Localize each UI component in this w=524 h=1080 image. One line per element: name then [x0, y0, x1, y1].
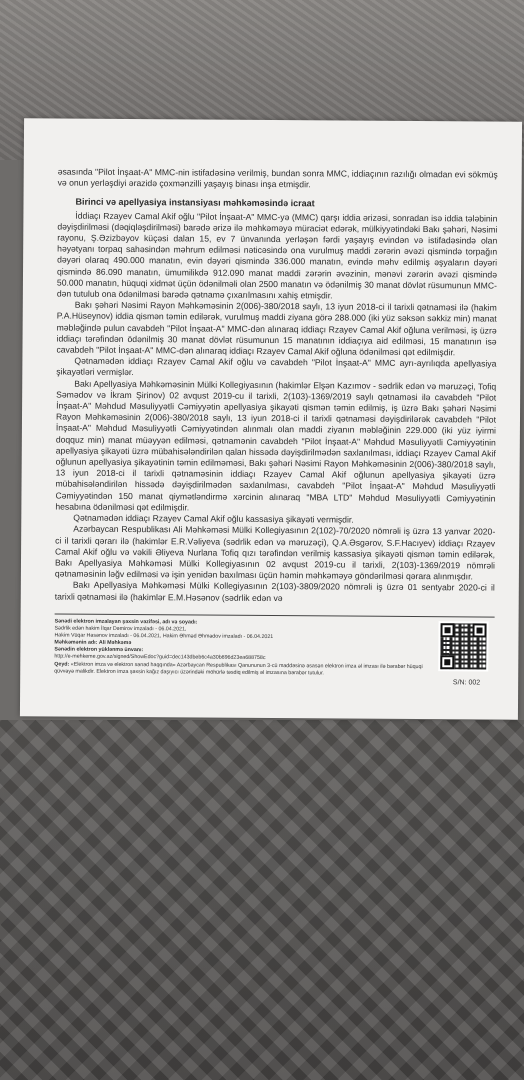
signer-line: Sədrlik edən hakim İlqar Dəmirov imzaladı - 06.04.2021,	[54, 625, 187, 633]
signature-footer	[54, 613, 495, 717]
note	[54, 661, 424, 678]
address-url[interactable]: http://e-mehkeme.gov.az/signed/ShowEdoc?guid=dec143dbeb6c4a30b896d23ea688758c	[54, 653, 266, 662]
paragraph: İddiaçı Rzayev Camal Akif oğlu "Pilot İnşaat-A" MMC-yə (MMC) qarşı iddia ərizəsi, sonradan isə iddia tələbinin dəyişdirilməsi (dəqiqləşdirilməsi) barədə ərizə ilə məhkəməyə müraciət edərək, mülkiyyətindəki Bakı şəhəri, Nəsimi rayonu, Ş.Əzizbəyov küçəsi dalan 15, ev 7 ünvanında yerləşən fərdi yaşayış evindən və istifadəsində olan həyətyanı torpaq sahəsindən məhrum edilməsi nəticəsində ona vurulmuş maddi zərərin əvəzi qismində torpağın dəyəri olaraq 490.000 manatın, evin dəyəri qismində 336.000 manatın, evində məhv edilmiş əşyaların dəyəri qismində 86.090 manatın, ümumilikdə 912.090 manat maddi zərərin əvəzinin, mənəvi zərərin əvəzi qismində 50.000 manatın, hüquqi xidmət üçün ödənilməli olan 2500 manatın və ödənilmiş 30 manat dövlət rüsumunun MMC-dən tutulub ona ödənilməsi barədə qətnamə çıxarılmasını xahiş etmişdir.	[56, 210, 498, 301]
court-label: Məhkəmənin adı:	[54, 639, 98, 647]
address-label: Sənədin elektron yüklənmə ünvanı:	[54, 646, 144, 654]
paragraph: Bakı Apellyasiya Məhkəməsinin Mülki Kollegiyasının (hakimlər Elşən Kazımov - sədrlik edən və məruzəçi, Tofiq Səmədov və İkram Şirinov) 02 avqust 2019-cu il tarixli, 2(103)-1369/2019 saylı qətnaməsi ilə cavabdeh "Pilot İnşaat-A" Məhdud Məsuliyyətli Cəmiyyətin apellyasiya şikayəti qismən təmin edilmiş, iş üzrə Bakı şəhəri Nəsimi Rayon Məhkəməsinin 2(006)-380/2018 saylı, 13 iyun 2018-ci il tarixli qətnaməsi dəyişdirilərək cavabdeh "Pilot İnşaat-A" Məhdud Məsuliyyətli Cəmiyyətindən alınmalı olan maddi ziyanın məbləğinin 229.000 (iki yüz iyirmi doqquz min) manat müəyyən edilməsi, qətnamənin cavabdeh "Pilot İnşaat-A" Məhdud Məsuliyyətli Cəmiyyətinin apellyasiya şikayəti üzrə mübahisələndirilən qalan hissədə dəyişdirilmədən saxlanılması, iddiaçı Rzayev Camal Akif oğlunun apellyasiya şikayətinin təmin edilməməsi, Bakı şəhəri Nəsimi Rayon Məhkəməsinin 2(006)-380/2018 saylı, 13 iyun 2018-ci il tarixli qətnaməsinin iddiaçı Rzayev Camal Akif oğlunun apellyasiya şikayəti üzrə mübahisələndirilən hissədə dəyişdirilmədən saxlanılması, cavabdeh "Pilot İnşaat-A" Məhdud Məsuliyyətli Cəmiyyətindən 150 manat qiymətləndirmə xərcinin alınaraq "MBA LTD" Məhdud Məsuliyyətli Cəmiyyətinin hesabına ödənilməsi qət edilmişdir.	[55, 378, 497, 513]
court-name: Ali Məhkəmə	[98, 640, 132, 647]
paragraph: Qətnamədən iddiaçı Rzayev Camal Akif oğlu və cavabdeh "Pilot İnşaat-A" MMC ayrı-ayrılıqda apellyasiya şikayətləri vermişlər.	[56, 355, 497, 378]
note-label: Qeyd:	[54, 661, 70, 668]
paragraph: Bakı Apellyasiya Məhkəməsi Mülki Kollegiyasının 2(103)-3809/2020 nömrəli iş üzrə 01 sentyabr 2020-ci il tarixli qətnaməsi ilə (hakimlər E.M.Həsənov (sədrlik edən və	[54, 579, 495, 603]
qr-code-icon	[440, 623, 486, 669]
document-page	[20, 118, 522, 719]
document-body	[55, 167, 498, 606]
qr-finder	[440, 623, 454, 637]
section-heading: Birinci və apellyasiya instansiyası məhkəməsində icraat	[75, 197, 315, 209]
serial-number: S/N: 002	[452, 679, 481, 687]
paragraph-continuation: əsasında "Pilot İnşaat-A" MMC-nin istifadəsinə verilmiş, bundan sonra MMC, iddiaçının razılığı olmadan evi sökmüş və onun yerləşdiyi ərazidə çoxmənzilli yaşayış binası inşa etmişdir.	[57, 166, 498, 190]
footer-text	[54, 618, 424, 677]
background-bottom	[0, 720, 524, 1080]
qr-finder	[440, 655, 454, 669]
paragraph: Qətnamədən iddiaçı Rzayev Camal Akif oğlu kassasiya şikayəti vermişdir.	[73, 512, 354, 525]
note-text: «Elektron imza və elektron sənəd haqqında» Azərbaycan Respublikası Qanununun 3-cü maddəsinə əsasən elektron imza əl imzası ilə bərabər hüquqi qüvvəyə malikdir. Elektron imza şəxsin kağız daşıyıcı üzərindəki möhürlə təsdiq edilmiş əl imzasına bərabər tutulur.	[54, 661, 423, 677]
signer-line: Hakim Vüqar Həsənov imzaladı - 06.04.2021, Hakim Əhməd Əhmədov imzaladı - 06.04.2021	[54, 632, 274, 641]
paragraph: Azərbaycan Respublikası Ali Məhkəməsi Mülki Kollegiyasının 2(102)-70/2020 nömrəli iş üzrə 13 yanvar 2020-ci il tarixli qərarı ilə (hakimlər E.R.Vəliyeva (sədrlik edən və məruzəçi), Q.A.Əsgərov, S.F.Hacıyev) iddiaçı Rzayev Camal Akif oğlu və vəkili Əliyeva Nurlana Tofiq qızı tərəfindən verilmiş kassasiya şikayəti qismən təmin edilərək, Bakı Apellyasiya Məhkəməsi Mülki Kollegiyasının 02 avqust 2019-cu il tarixli, 2(103)-1369/2019 nömrəli qətnaməsinin ləğv edilməsi və işin yenidən baxılması üçün həmin məhkəməyə göndərilməsi qərara alınmışdır.	[54, 523, 496, 582]
paragraph: Bakı şəhəri Nəsimi Rayon Məhkəməsinin 2(006)-380/2018 saylı, 13 iyun 2018-ci il tarixli qətnaməsi ilə (hakim P.A.Hüseynov) iddia qismən təmin edilərək, vurulmuş maddi ziyana görə 288.000 (iki yüz səksən səkkiz min) manat məbləğində pulun cavabdeh "Pilot İnşaat-A" MMC-dən alınaraq iddiaçı Rzayev Camal Akif oğluna verilməsi, iş üzrə iddiaçı tərəfindən ödənilmiş 30 manat dövlət rüsumunun 15 manatının iddiaçıya aid edilməsi, 15 manatının isə cavabdeh "Pilot İnşaat-A" MMC-dən alınaraq iddiaçı Rzayev Camal Akif oğluna ödənilməsi qət edilmişdir.	[56, 299, 497, 358]
signers-heading: Sənədi elektron imzalayan şəxsin vəzifəsi, adı və soyadı:	[54, 618, 198, 626]
qr-finder	[472, 623, 486, 637]
